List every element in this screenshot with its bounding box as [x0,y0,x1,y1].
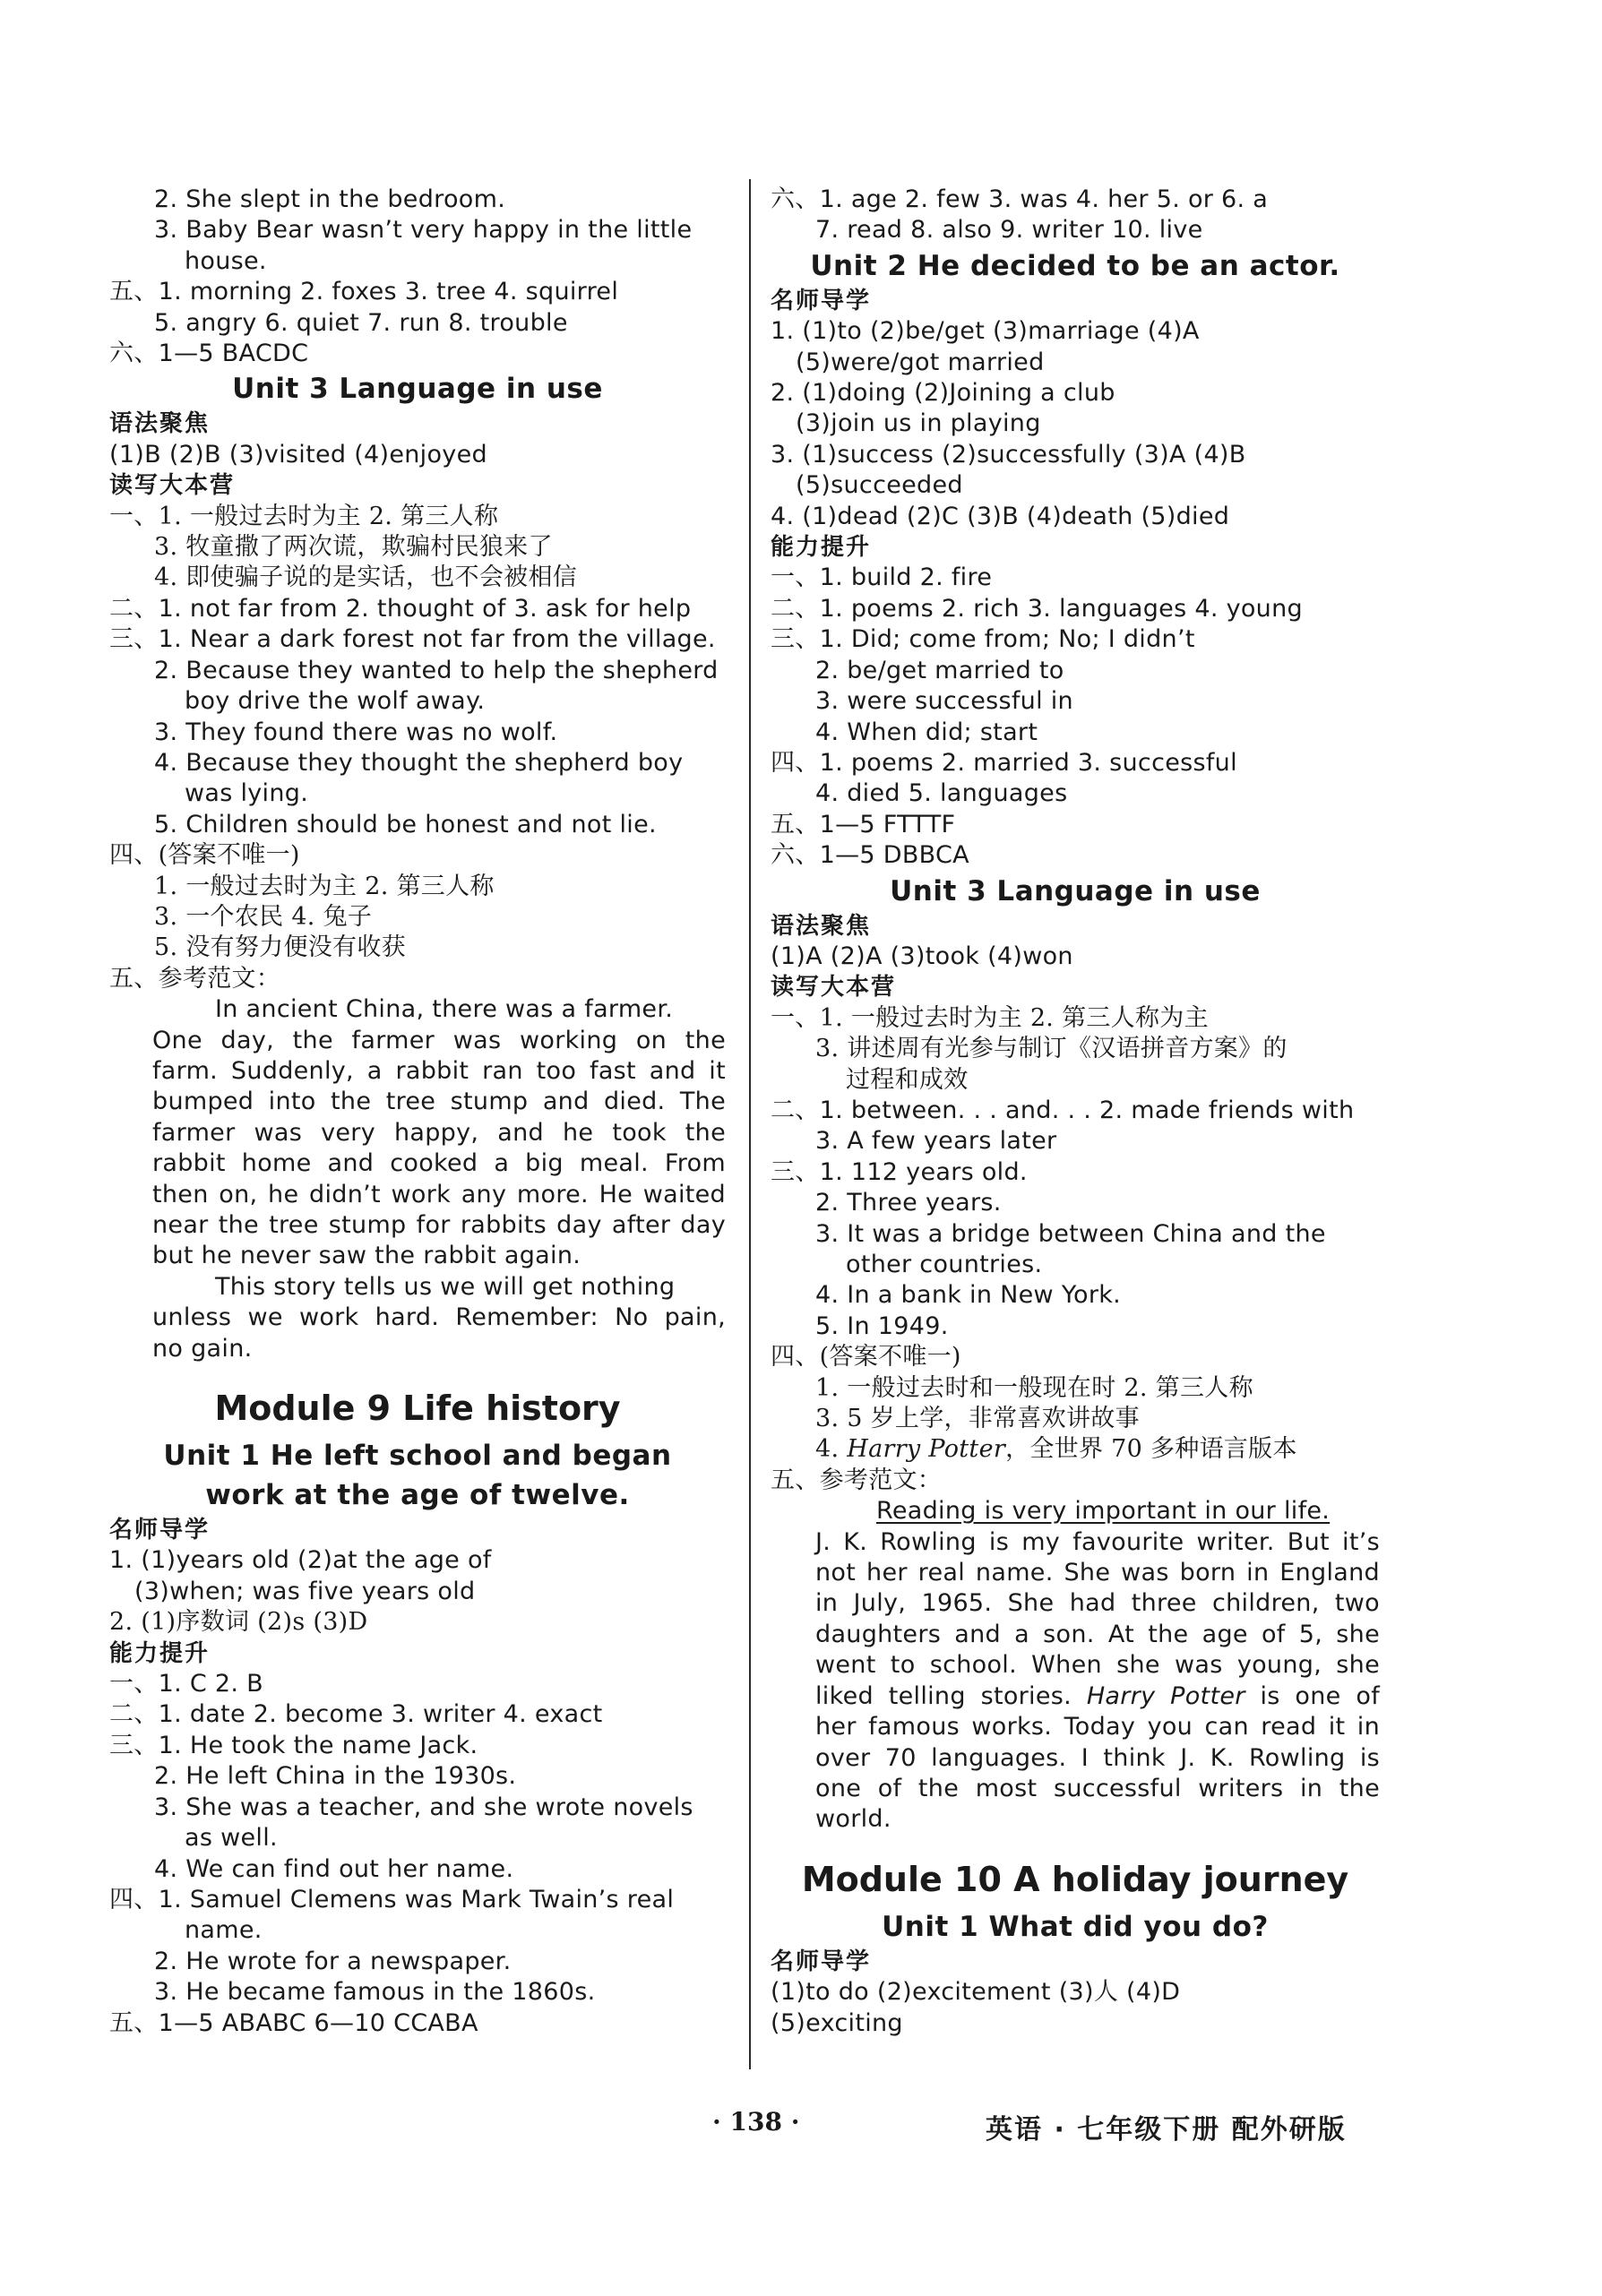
answer-line: not her real name. She was born in England [815,1559,1380,1587]
answer-line: J. K. Rowling is my favourite writer. But it’s [815,1527,1380,1556]
section-label: 读写大本营 [109,472,236,500]
answer-line: 2. be/get married to [815,656,1064,684]
unit-heading: work at the age of twelve. [205,1479,630,1512]
answer-line: 1. 一般过去时为主 2. 第三人称 [154,872,495,900]
answer-line: near the tree stump for rabbits day after day [152,1211,726,1239]
answer-line: 四、(答案不唯一) [771,1343,961,1372]
answer-line: house. [185,246,267,275]
answer-line: 二、1. poems 2. rich 3. languages 4. young [771,594,1303,623]
answer-line: liked telling stories. Harry Potter is one of [815,1681,1380,1710]
answer-line: 3. (1)success (2)successfully (3)A (4)B [771,440,1246,469]
answer-line: (3)when; was five years old [134,1577,476,1605]
answer-line: 2. He left China in the 1930s. [154,1762,517,1791]
answer-line: farm. Suddenly, a rabbit ran too fast and it [152,1056,726,1085]
answer-line: 4. died 5. languages [815,779,1068,808]
answer-line: world. [815,1805,891,1834]
answer-line: 二、1. between. . . and. . . 2. made friends with [771,1096,1355,1124]
answer-line: (3)join us in playing [796,409,1041,438]
answer-line: 六、1. age 2. few 3. was 4. her 5. or 6. a [771,185,1269,213]
unit-heading: Unit 3 Language in use [232,373,603,406]
answer-line: 4. (1)dead (2)C (3)B (4)death (5)died [771,502,1230,530]
answer-line: 1. (1)years old (2)at the age of [109,1546,492,1575]
answer-line: One day, the farmer was working on the [152,1026,726,1054]
answer-line: farmer was very happy, and he took the [152,1118,726,1147]
answer-line: (5)were/got married [796,348,1045,376]
section-label: 名师导学 [109,1517,211,1544]
answer-line: 2. (1)doing (2)Joining a club [771,379,1115,408]
column-divider [749,179,751,2069]
answer-line: 3. 讲述周有光参与制订《汉语拼音方案》的 [815,1035,1288,1063]
answer-line: name. [185,1916,263,1945]
answer-line: 五、1—5 ABABC 6—10 CCABA [109,2008,478,2037]
answer-line: 五、1—5 FTTTF [771,810,956,838]
answer-line: 三、1. Near a dark forest not far from the village. [109,625,716,654]
answer-line: in July, 1965. She had three children, two [815,1589,1380,1618]
answer-line: 三、1. Did; come from; No; I didn’t [771,625,1195,654]
answer-line: 4. Because they thought the shepherd boy [154,748,684,777]
answer-line: 四、1. Samuel Clemens was Mark Twain’s real [109,1885,675,1913]
answer-line: 2. (1)序数词 (2)s (3)D [109,1608,368,1637]
section-label: 名师导学 [771,1948,872,1975]
answer-line: 三、1. He took the name Jack. [109,1731,478,1759]
answer-line: (1)A (2)A (3)took (4)won [771,942,1073,970]
answer-line: boy drive the wolf away. [185,687,486,716]
answer-line: 5. Children should be honest and not lie. [154,810,657,838]
answer-line: 2. He wrote for a newspaper. [154,1947,512,1975]
answer-line: went to school. When she was young, she [815,1651,1380,1680]
book-title: Harry Potter [1086,1681,1245,1710]
answer-line: (5)succeeded [796,471,963,500]
answer-line: rabbit home and cooked a big meal. From [152,1149,726,1178]
section-label: 能力提升 [771,534,872,562]
answer-line: 2. Because they wanted to help the shepherd [154,656,719,684]
answer-line: 4. Harry Potter，全世界 70 多种语言版本 [815,1435,1297,1464]
answer-line: 五、1. morning 2. foxes 3. tree 4. squirrel [109,278,619,306]
answer-line: 四、(答案不唯一) [109,841,300,870]
answer-line: unless we work hard. Remember: No pain, [152,1303,726,1332]
answer-line: 一、1. 一般过去时为主 2. 第三人称 [109,502,499,530]
answer-line: 3. 一个农民 4. 兔子 [154,902,373,931]
answer-line: 二、1. date 2. become 3. writer 4. exact [109,1700,603,1729]
answer-line: 四、1. poems 2. married 3. successful [771,748,1237,777]
unit-heading: Unit 1 What did you do? [882,1910,1269,1943]
answer-line: then on, he didn’t work any more. He waited [152,1180,726,1208]
answer-line: daughters and a son. At the age of 5, she [815,1620,1380,1648]
answer-line: 1. (1)to (2)be/get (3)marriage (4)A [771,317,1200,346]
answer-line: 4. In a bank in New York. [815,1281,1122,1310]
page-number: · 138 · [712,2107,800,2137]
answer-line: (1)to do (2)excitement (3)人 (4)D [771,1978,1181,2007]
unit-heading: Unit 3 Language in use [890,874,1261,907]
right-column [771,185,1380,2039]
section-label: 读写大本营 [771,974,897,1002]
answer-line: 3. 牧童撒了两次谎，欺骗村民狼来了 [154,533,553,562]
answer-line: 过程和成效 [846,1065,969,1094]
left-column [109,185,726,2039]
answer-line: 3. He became famous in the 1860s. [154,1978,596,2007]
answer-line: 2. She slept in the bedroom. [154,185,506,213]
answer-line: 3. A few years later [815,1127,1057,1156]
module-heading: Module 9 Life history [214,1389,621,1429]
book-info: 英语 · 七年级下册 配外研版 [986,2114,1347,2146]
book-title: Harry Potter [847,1435,1006,1464]
answer-line: 一、1. C 2. B [109,1670,263,1698]
answer-line: 5. angry 6. quiet 7. run 8. trouble [154,308,568,337]
unit-heading: Unit 2 He decided to be an actor. [810,249,1340,282]
answer-line: 3. She was a teacher, and she wrote novels [154,1793,693,1821]
answer-line: over 70 languages. I think J. K. Rowling is [815,1743,1380,1772]
answer-line: her famous works. Today you can read it in [815,1713,1380,1741]
answer-line: 3. It was a bridge between China and the [815,1219,1326,1248]
answer-line: Reading is very important in our life. [876,1497,1331,1526]
answer-line: as well. [185,1824,278,1853]
answer-line: This story tells us we will get nothing [215,1272,676,1301]
section-label: 语法聚焦 [771,912,872,940]
answer-line: 三、1. 112 years old. [771,1157,1028,1186]
answer-line: was lying. [185,779,309,808]
answer-line: 一、1. build 2. fire [771,563,993,592]
answer-line: 3. 5 岁上学，非常喜欢讲故事 [815,1405,1140,1433]
answer-line: no gain. [152,1334,253,1363]
section-label: 名师导学 [771,287,872,314]
answer-line: 二、1. not far from 2. thought of 3. ask for help [109,594,692,623]
answer-line: 4. 即使骗子说的是实话，也不会被相信 [154,563,578,592]
answer-line: 3. were successful in [815,687,1073,716]
answer-line: 4. We can find out her name. [154,1854,514,1883]
answer-line: 3. They found there was no wolf. [154,718,558,746]
answer-line: 7. read 8. also 9. writer 10. live [815,216,1203,245]
answer-line: 1. 一般过去时和一般现在时 2. 第三人称 [815,1373,1253,1402]
answer-line: (5)exciting [771,2008,903,2037]
answer-line: 六、1—5 BACDC [109,340,309,368]
module-heading: Module 10 A holiday journey [801,1859,1349,1899]
unit-heading: Unit 1 He left school and began [163,1440,672,1473]
answer-line: 五、参考范文： [771,1466,943,1494]
page-footer [0,2107,1602,2152]
answer-line: other countries. [846,1251,1043,1278]
answer-line: 5. In 1949. [815,1311,949,1340]
answer-line: In ancient China, there was a farmer. [215,995,674,1024]
answer-line: 4. When did; start [815,718,1038,746]
answer-line: 五、参考范文： [109,964,281,993]
answer-line: bumped into the tree stump and died. The [152,1088,726,1116]
answer-line: (1)B (2)B (3)visited (4)enjoyed [109,440,487,469]
answer-line: one of the most successful writers in the [815,1774,1380,1802]
section-label: 语法聚焦 [109,410,211,438]
answer-line: 六、1—5 DBBCA [771,841,969,870]
answer-line: 3. Baby Bear wasn’t very happy in the little [154,216,693,245]
answer-line: 2. Three years. [815,1189,1002,1217]
section-label: 能力提升 [109,1639,211,1667]
answer-line: 5. 没有努力便没有收获 [154,933,406,962]
answer-line: but he never saw the rabbit again. [152,1242,581,1270]
answer-line: 一、1. 一般过去时为主 2. 第三人称为主 [771,1003,1209,1032]
